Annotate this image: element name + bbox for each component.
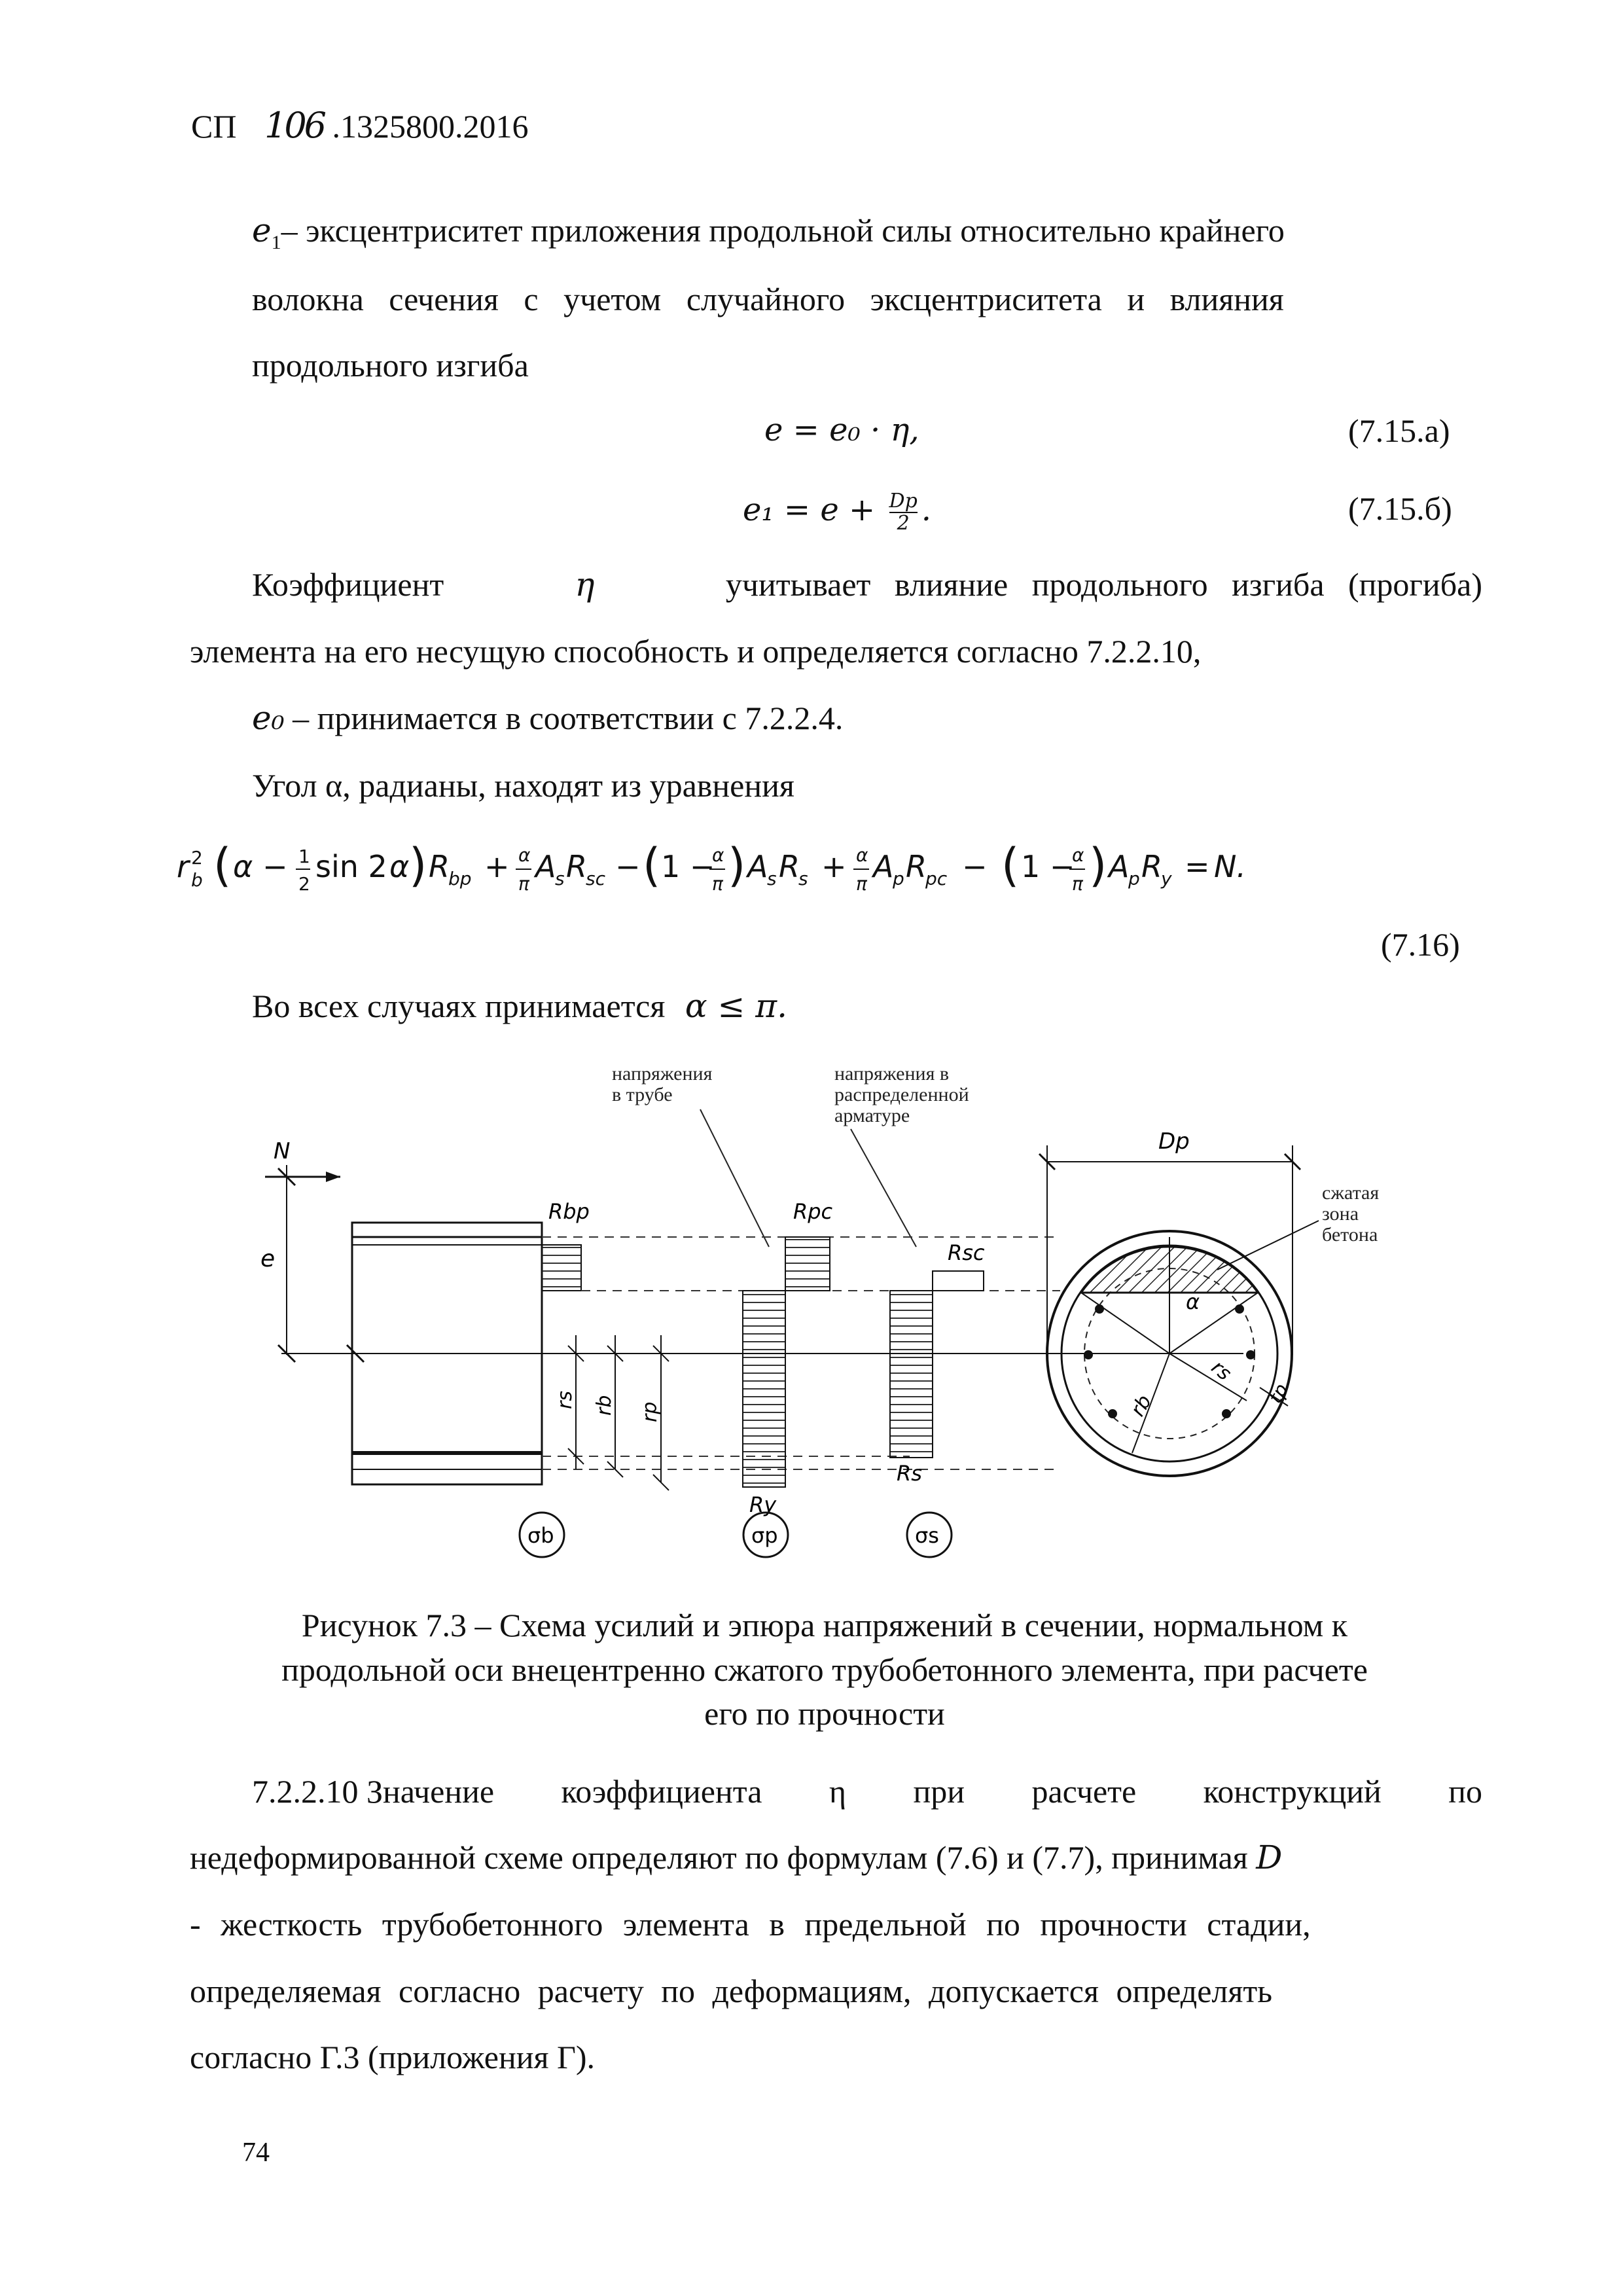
label-rebar-stress-3: арматуре <box>834 1105 910 1126</box>
equation-7-16-render <box>177 831 1486 903</box>
s-word-1: коэффициента <box>561 1773 762 1810</box>
svg-text:α: α <box>389 849 410 884</box>
coefficient-rest: учитывает влияние продольного изгиба (прогиба) <box>725 566 1482 603</box>
svg-text:(: ( <box>643 838 661 892</box>
svg-text:A: A <box>1109 849 1130 884</box>
label-Ry: Ry <box>749 1492 777 1517</box>
svg-text:+: + <box>484 849 510 884</box>
header-handwritten-number: 106 <box>264 105 325 146</box>
svg-text:): ) <box>409 838 427 892</box>
label-Rsc: Rsc <box>948 1240 985 1265</box>
stress-block-Ry <box>743 1291 785 1487</box>
svg-text:r: r <box>177 849 189 884</box>
svg-text:A: A <box>747 849 768 884</box>
label-Rbp: Rbp <box>548 1199 590 1224</box>
svg-text:α −: α − <box>233 849 288 884</box>
label-Dp: Dp <box>1158 1128 1190 1155</box>
circular-section <box>1039 1128 1300 1476</box>
svg-text:bp: bp <box>448 868 472 889</box>
svg-text:R: R <box>566 849 587 884</box>
e0-symbol: e₀ <box>252 699 285 737</box>
label-e: e <box>260 1246 276 1272</box>
svg-text:p: p <box>1128 868 1140 889</box>
e1-symbol: e <box>252 211 272 249</box>
svg-text:(: ( <box>213 838 232 892</box>
figure-7-3-diagram <box>0 1047 1623 1571</box>
label-tp: tp <box>1264 1380 1293 1407</box>
svg-text:−: − <box>962 849 988 884</box>
svg-text:π: π <box>856 873 867 895</box>
svg-text:R: R <box>1141 849 1162 884</box>
svg-text:1 −: 1 − <box>1021 849 1075 884</box>
label-rebar-stress-2: распределенной <box>834 1084 969 1105</box>
label-sigma-s: σs <box>915 1523 939 1548</box>
svg-text:b: b <box>191 869 203 891</box>
equation-7-15a: e = e₀ · η, <box>764 412 919 448</box>
header-suffix: .1325800.2016 <box>332 108 529 145</box>
svg-text:+: + <box>821 849 847 884</box>
stress-block-Rpc <box>785 1237 830 1291</box>
label-sigma-b: σb <box>527 1523 554 1548</box>
equation-7-15b-number: (7.15.б) <box>1348 490 1452 527</box>
equation-7-16-number: (7.16) <box>1381 926 1460 963</box>
s-word-4: расчете <box>1031 1773 1137 1810</box>
e1-subscript: 1 <box>271 232 281 253</box>
s-word-0: 7.2.2.10 Значение <box>252 1773 495 1810</box>
coefficient-word: Коэффициент <box>252 566 444 603</box>
label-rb: rb <box>593 1395 616 1416</box>
label-compressed-1: сжатая <box>1322 1182 1380 1204</box>
label-alpha: α <box>1186 1289 1200 1314</box>
always-text: Во всех случаях принимается <box>252 988 666 1024</box>
svg-text:−: − <box>615 849 641 884</box>
s-word-5: конструкций <box>1203 1773 1382 1810</box>
eta-symbol: η <box>575 565 595 603</box>
figure-7-3 <box>0 1047 1623 1571</box>
svg-text:R: R <box>779 849 800 884</box>
e0-text: – принимается в соответствии с 7.2.2.4. <box>293 700 844 736</box>
label-rs: rs <box>554 1391 577 1409</box>
svg-text:(: ( <box>1001 838 1020 892</box>
svg-text:α: α <box>856 844 868 866</box>
e1-definition-line1 <box>252 211 1285 253</box>
svg-text:sin 2: sin 2 <box>315 849 387 884</box>
always-formula: α ≤ π. <box>685 987 788 1025</box>
s-word-2: η <box>829 1773 847 1810</box>
e1-definition-line3: продольного изгиба <box>252 347 529 384</box>
label-Rpc: Rpc <box>793 1199 833 1224</box>
svg-text:1: 1 <box>298 846 310 867</box>
header-prefix: СП <box>191 108 237 145</box>
label-rp: rp <box>639 1401 662 1422</box>
svg-text:s: s <box>555 868 565 889</box>
label-sigma-p: σp <box>751 1523 778 1548</box>
equation-7-15a-number: (7.15.а) <box>1348 412 1450 449</box>
equation-7-15b: e₁ = e + $\frac{Dp}{2}$ . <box>743 490 932 535</box>
stress-block-Rbp <box>542 1245 581 1291</box>
svg-text:N.: N. <box>1214 849 1247 884</box>
svg-text:π: π <box>712 873 723 895</box>
svg-text:R: R <box>906 849 927 884</box>
s-word-6: по <box>1448 1773 1482 1810</box>
svg-text:1 −: 1 − <box>661 849 715 884</box>
section-7-2-2-10-line4: определяемая согласно расчету по деформациям, допускается определять <box>190 1973 1272 2009</box>
svg-text:α: α <box>712 844 724 866</box>
label-pipe-stress-2: в трубе <box>612 1084 673 1105</box>
e1-definition-line2: волокна сечения с учетом случайного эксцентриситета и влияния <box>252 281 1284 317</box>
label-compressed-2: зона <box>1322 1203 1359 1225</box>
s-line2-D: D <box>1256 1839 1283 1876</box>
page-number: 74 <box>242 2138 270 2168</box>
caption-line3: его по прочности <box>704 1695 945 1732</box>
sigma-markers <box>520 1513 952 1557</box>
svg-text:A: A <box>873 849 894 884</box>
force-N-arrowhead <box>326 1172 340 1182</box>
svg-text:sc: sc <box>586 868 605 889</box>
svg-text:R: R <box>429 849 450 884</box>
svg-text:y: y <box>1161 868 1172 889</box>
e1-text-line1: – эксцентриситет приложения продольной силы относительно крайнего <box>281 212 1285 249</box>
figure-caption <box>157 1604 1492 1736</box>
coefficient-paragraph-line1 <box>252 565 1482 603</box>
s-line2-text: недеформированной схеме определяют по формулам (7.6) и (7.7), принимая <box>190 1839 1248 1876</box>
always-paragraph <box>252 987 788 1025</box>
label-N: N <box>274 1138 291 1164</box>
equation-7-15b-denominator: 2 <box>897 511 910 535</box>
svg-text:=: = <box>1185 849 1210 884</box>
section-7-2-2-10-line5: согласно Г.3 (приложения Г). <box>190 2039 596 2075</box>
label-rb-circle: rb <box>1126 1391 1156 1421</box>
svg-text:p: p <box>893 868 904 889</box>
equation-7-16 <box>177 831 1486 903</box>
label-compressed-3: бетона <box>1322 1224 1378 1246</box>
s-word-3: при <box>913 1773 965 1810</box>
svg-text:α: α <box>1072 844 1084 866</box>
svg-text:π: π <box>1072 873 1083 895</box>
e0-paragraph <box>252 699 844 737</box>
equation-7-15b-numerator: Dp <box>889 490 918 512</box>
label-pipe-stress-1: напряжения <box>612 1063 713 1085</box>
angle-paragraph: Угол α, радианы, находят из уравнения <box>252 767 794 804</box>
svg-text:A: A <box>535 849 556 884</box>
label-rs-circle: rs <box>1206 1355 1236 1386</box>
svg-text:): ) <box>1089 838 1107 892</box>
leader-rebar-stress <box>851 1129 916 1247</box>
caption-line2: продольной оси внецентренно сжатого трубобетонного элемента, при расчете <box>281 1651 1368 1688</box>
svg-text:π: π <box>518 873 529 895</box>
svg-text:2: 2 <box>191 847 203 869</box>
document-header <box>191 105 529 146</box>
stress-block-Rsc <box>933 1271 984 1291</box>
svg-text:): ) <box>728 838 746 892</box>
caption-line1: Рисунок 7.3 – Схема усилий и эпюра напряжений в сечении, нормальном к <box>301 1607 1348 1643</box>
label-rebar-stress-1: напряжения в <box>834 1063 950 1085</box>
svg-text:s: s <box>767 868 777 889</box>
equation-7-15b-lhs: e₁ = e + <box>743 492 876 528</box>
svg-text:α: α <box>518 844 531 866</box>
svg-text:s: s <box>798 868 808 889</box>
svg-text:2: 2 <box>298 873 310 895</box>
leader-pipe-stress <box>700 1109 769 1247</box>
section-7-2-2-10-line2 <box>190 1841 1282 1874</box>
stress-block-Rs <box>890 1291 933 1458</box>
svg-text:pc: pc <box>925 868 948 889</box>
coefficient-paragraph-line2: элемента на его несущую способность и определяется согласно 7.2.2.10, <box>190 633 1202 670</box>
label-Rs: Rs <box>897 1461 922 1486</box>
section-7-2-2-10-line1 <box>252 1775 1482 1808</box>
section-7-2-2-10-line3: - жесткость трубобетонного элемента в предельной по прочности стадии, <box>190 1906 1311 1943</box>
